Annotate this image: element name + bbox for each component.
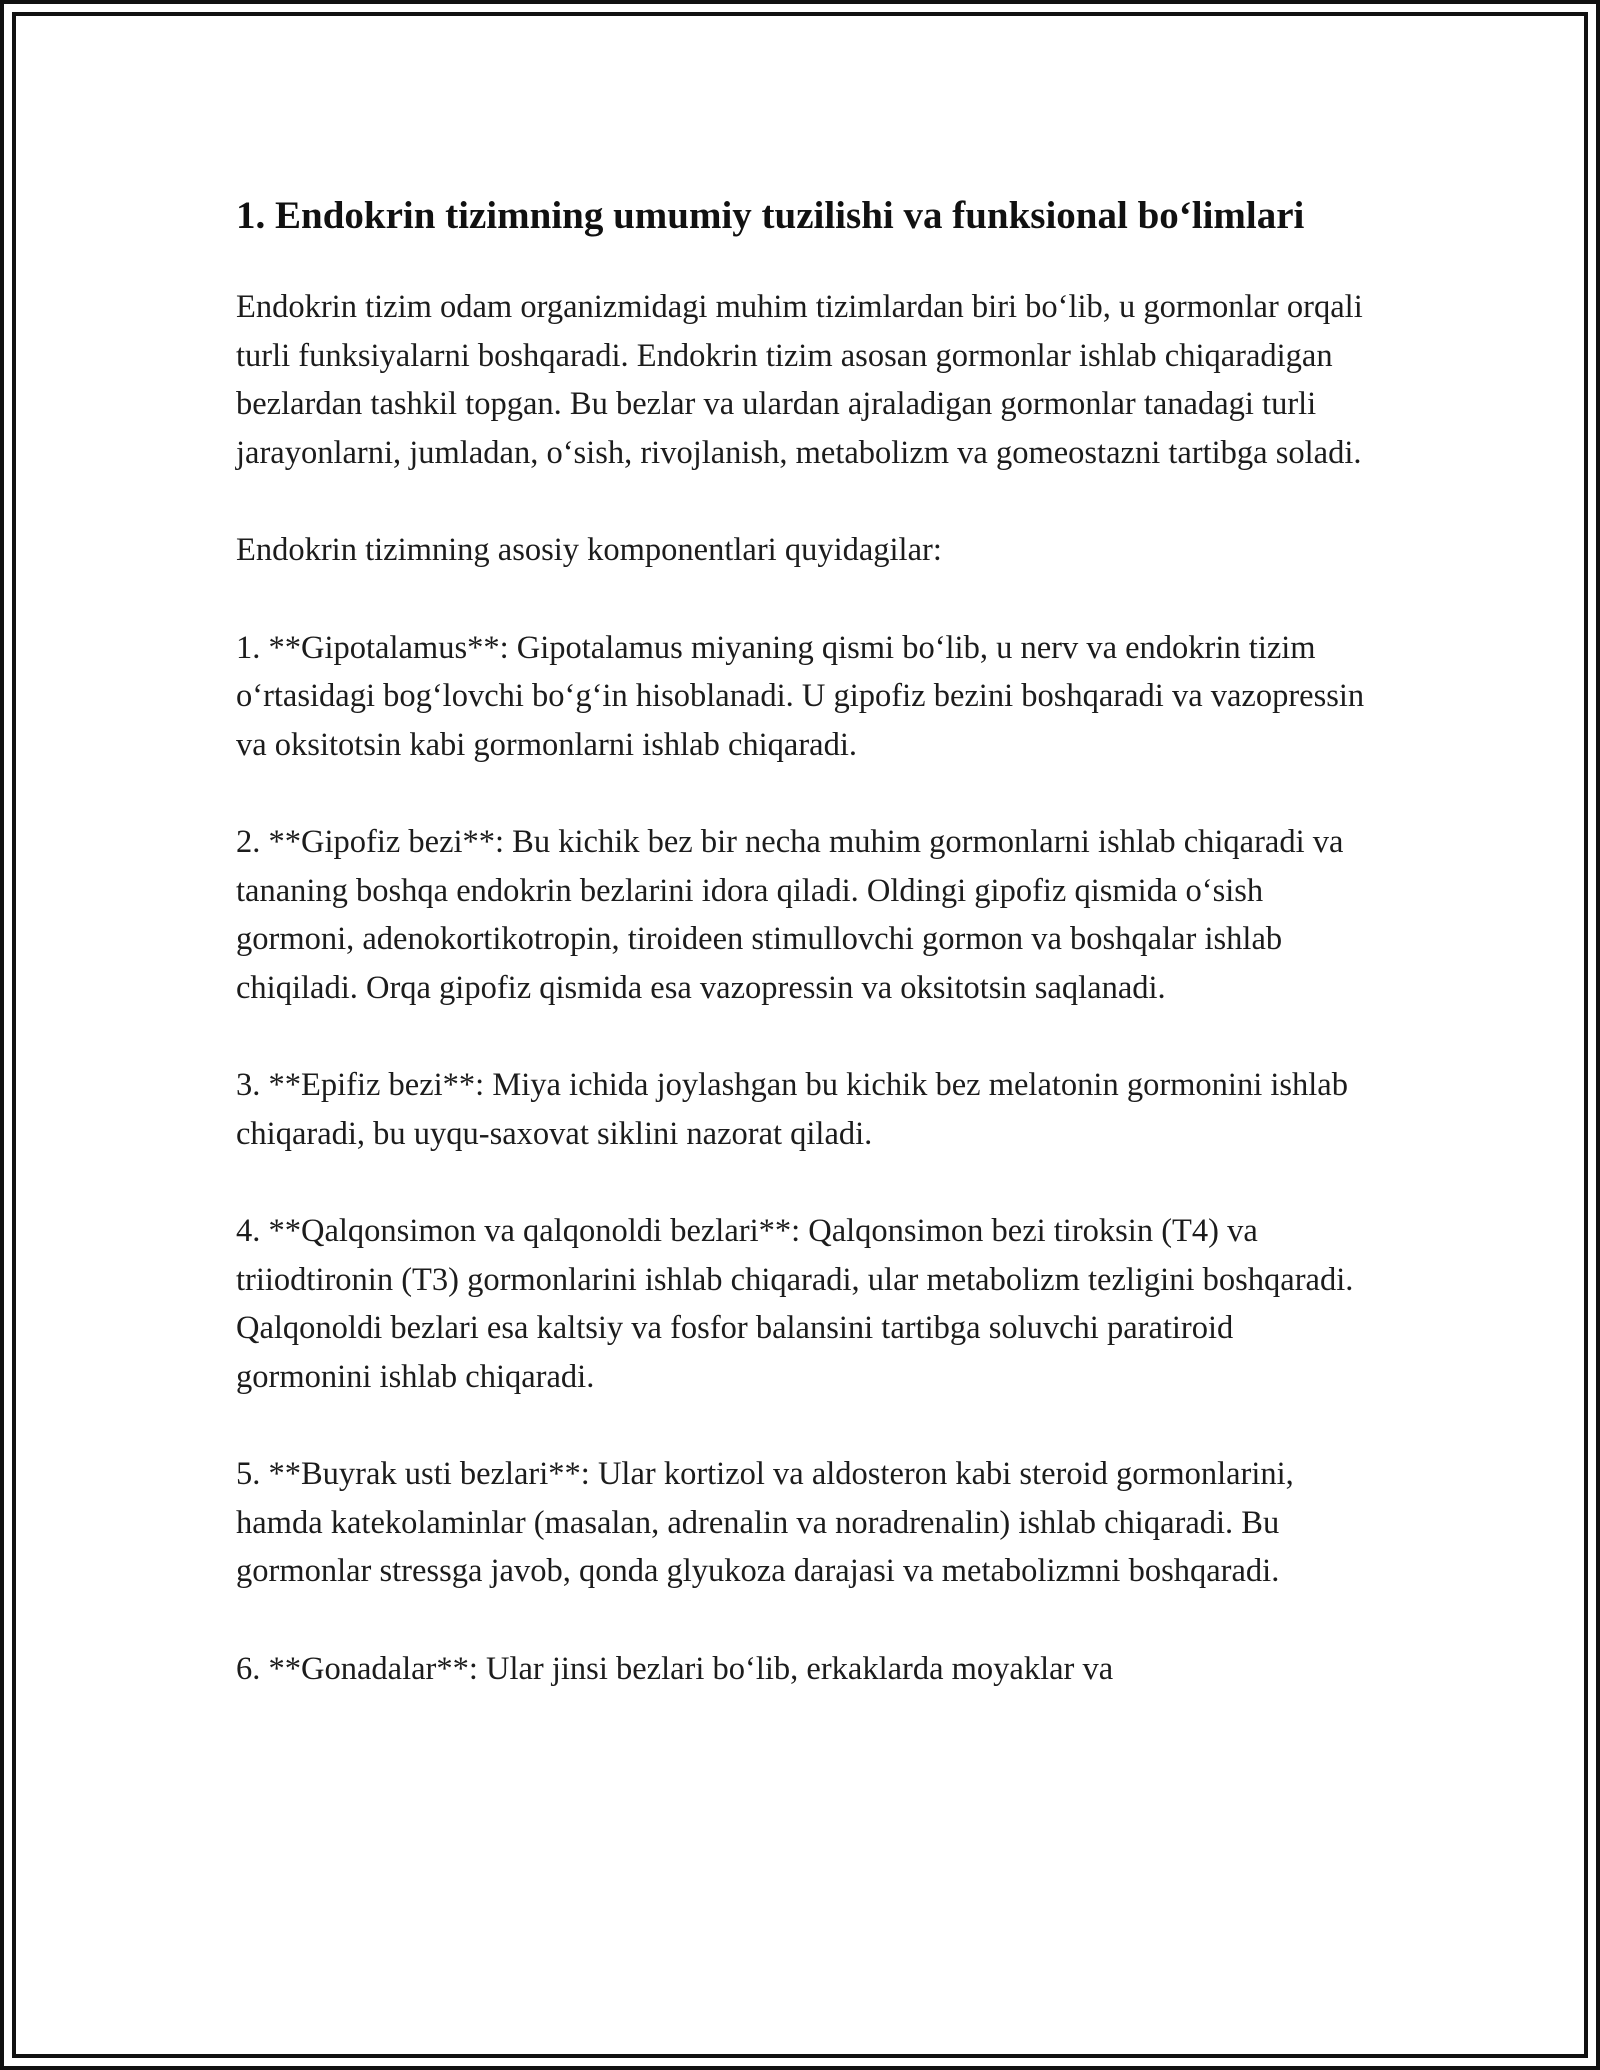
list-item-qalqonsimon: 4. **Qalqonsimon va qalqonoldi bezlari**: Qalqonsimon bezi tiroksin (T4) va triiodtironin (T3) gormonlarini ishlab chiqaradi, ular metabolizm tezligini boshqaradi. Qalqonoldi bezlari esa kaltsiy va fosfor balansini tartibga soluvchi paratiroid gormonini ishlab chiqaradi. [236, 1213, 1354, 1395]
intro-paragraph: Endokrin tizim odam organizmidagi muhim tizimlardan biri bo‘lib, u gormonlar orqali turli funksiyalarni boshqaradi. Endokrin tizim asosan gormonlar ishlab chiqaradigan bezlardan tashkil topgan. Bu bezlar va ulardan ajraladigan gormonlar tanadagi turli jarayonlarni, jumladan, o‘sish, rivojlanish, metabolizm va gomeostazni tartibga soladi. [236, 289, 1363, 471]
list-item-gipofiz: 2. **Gipofiz bezi**: Bu kichik bez bir necha muhim gormonlarni ishlab chiqaradi va tananing boshqa endokrin bezlarini idora qiladi. Oldingi gipofiz qismida o‘sish gormoni, adenokortikotropin, tiroideen stimullovchi gormon va boshqalar ishlab chiqiladi. Orqa gipofiz qismida esa vazopressin va oksitotsin saqlanadi. [236, 824, 1344, 1006]
list-item-buyrak-usti: 5. **Buyrak usti bezlari**: Ular kortizol va aldosteron kabi steroid gormonlarini, hamda katekolaminlar (masalan, adrenalin va noradrenalin) ishlab chiqaradi. Bu gormonlar stressga javob, qonda glyukoza darajasi va metabolizmni boshqaradi. [236, 1456, 1294, 1589]
document-body [236, 188, 1366, 1742]
list-item-gipotalamus: 1. **Gipotalamus**: Gipotalamus miyaning qismi bo‘lib, u nerv va endokrin tizim o‘rtasidagi bog‘lovchi bo‘g‘in hisoblanadi. U gipofiz bezini boshqaradi va vazopressin va oksitotsin kabi gormonlarni ishlab chiqaradi. [236, 629, 1365, 763]
list-item-gonadalar: 6. **Gonadalar**: Ular jinsi bezlari bo‘lib, erkaklarda moyaklar va [236, 1650, 1114, 1687]
section-heading: 1. Endokrin tizimning umumiy tuzilishi va funksional bo‘limlari [236, 194, 1305, 237]
components-lead-paragraph: Endokrin tizimning asosiy komponentlari quyidagilar: [236, 532, 942, 568]
list-item-epifiz: 3. **Epifiz bezi**: Miya ichida joylashgan bu kichik bez melatonin gormonini ishlab chiqaradi, bu uyqu-saxovat siklini nazorat qiladi. [236, 1067, 1348, 1152]
